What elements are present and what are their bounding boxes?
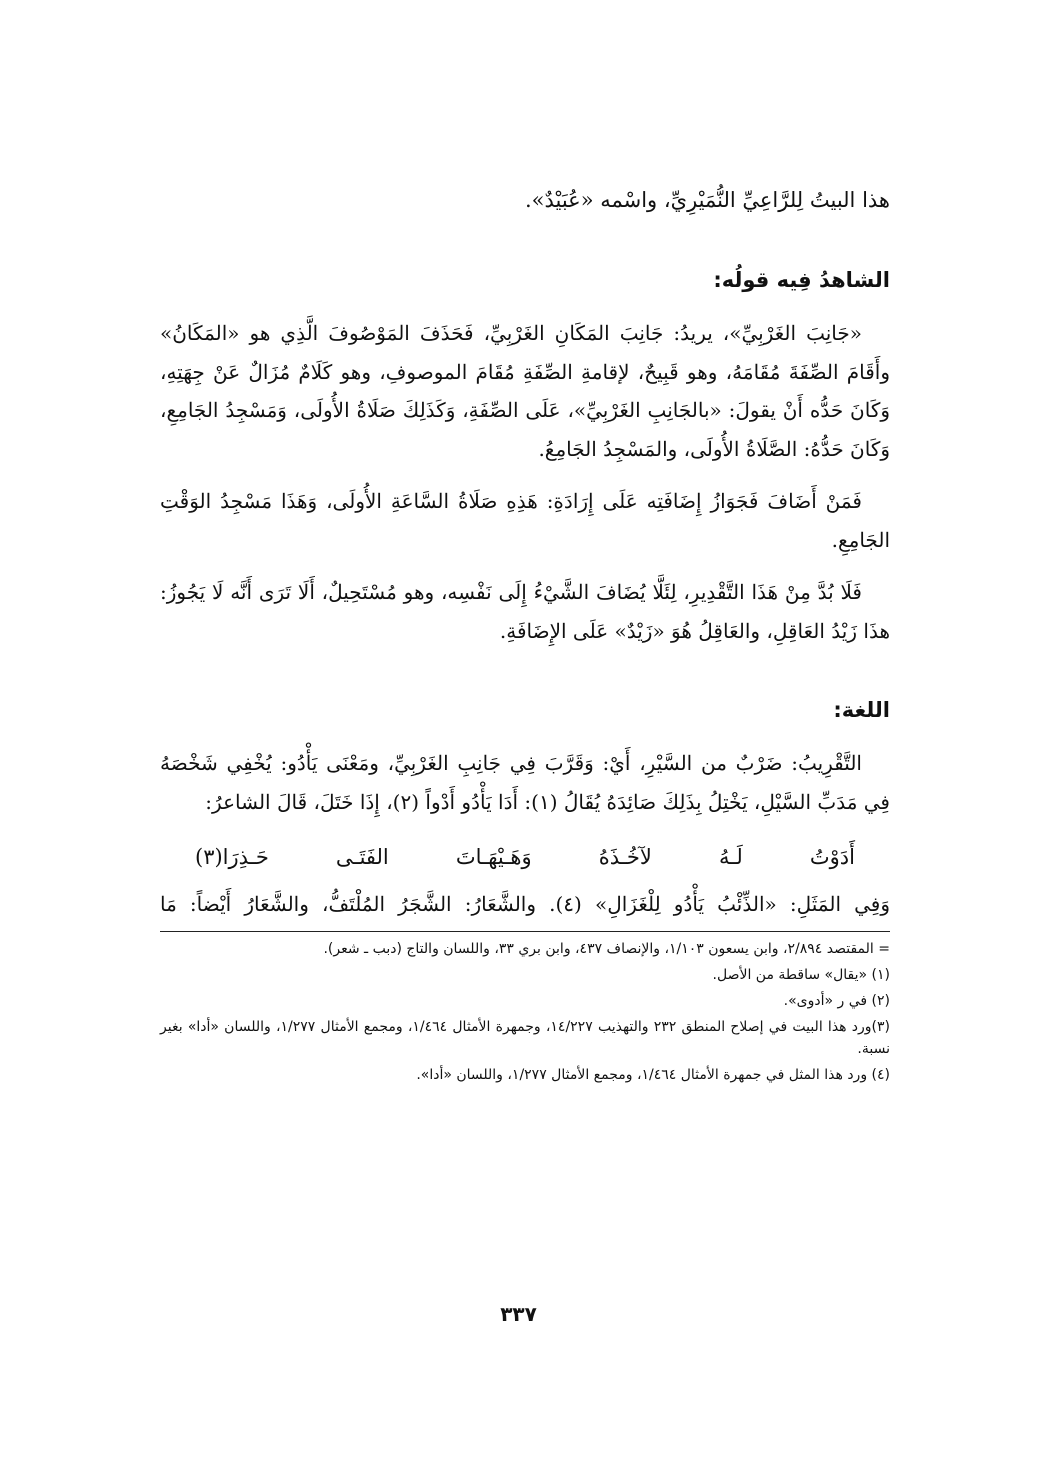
paragraph-4: التَّقْرِيبُ: ضَرْبٌ من السَّيْرِ، أَيْ: وَقَرَّبَ فِي جَانِبِ الغَرْبِيِّ، ومَعْنَى يَأْدُو: يُخْفِي شَخْصَهُ فِي مَدَبِّ السَّيْلِ، يَخْتِلُ بِذَلِكَ صَائِدَهُ يُقَالُ (١): أَدَا يَأْدُو أَدْواً (٢)، إِذَا خَتَلَ، قَالَ الشاعرُ: — [160, 751, 890, 814]
heading-shahid: الشاهدُ فِيه قولُه: — [713, 268, 890, 292]
footnote-1: (١) «يقال» ساقطة من الأصل. — [712, 967, 890, 983]
page-number: ٣٣٧ — [500, 1302, 537, 1326]
verse-word: لآخُـذَهُ — [598, 845, 652, 869]
intro-line: هذا البيتُ لِلرَّاعِيِّ النُّمَيْرِيِّ، واسْمه «عُبَيْدٌ». — [524, 188, 890, 212]
footnote-divider — [160, 931, 890, 932]
footnotes — [160, 938, 890, 1086]
verse-word: حَـذِرَا(٣) — [195, 845, 269, 869]
paragraph-1: «جَانِبَ الغَرْبِيِّ»، يريدُ: جَانِبَ المَكَانِ الغَرْبِيِّ، فَحَذَفَ المَوْصُوفَ الَّذِي هو «المَكَانُ» وأَقَامَ الصِّفَةَ مُقَامَهُ، وهو قَبِيحٌ، لإقامةِ الصِّفَةِ مُقَامَ الموصوفِ، وهو كَلَامٌ مُزَالٌ عَنْ جِهَتِهِ، وَكَانَ حَدُّه أَنْ يقولَ: «بالجَانِبِ الغَرْبِيِّ»، عَلَى الصِّفَةِ، وَكَذَلِكَ صَلَاةُ الأُولَى، وَمَسْجِدُ الجَامِعِ، وَكَانَ حَدُّهُ: الصَّلَاةُ الأُولَى، والمَسْجِدُ الجَامِعُ. — [160, 321, 890, 461]
footnote-3: (٣)ورد هذا البيت في إصلاح المنطق ٢٣٢ والتهذيب ١٤/٢٢٧، وجمهرة الأمثال ١/٤٦٤، ومجمع الأمثال ١/٢٧٧، واللسان «أدا» بغير نسبة. — [160, 1019, 890, 1057]
verse-word: الفَتَـى — [335, 845, 389, 869]
footnote-4: (٤) ورد هذا المثل في جمهرة الأمثال ١/٤٦٤، ومجمع الأمثال ١/٢٧٧، واللسان «أدا». — [416, 1067, 890, 1083]
paragraph-5: وَفِي المَثَلِ: «الذِّئْبُ يَأْدُو لِلْغَزَالِ» (٤). والشَّعَارُ: الشَّجَرُ المُلْتَفُّ، والشَّعَارُ أَيْضاً: مَا — [160, 892, 891, 916]
footnote-continued: = المقتصد ٢/٨٩٤، وابن يسعون ١/١٠٣، والإنصاف ٤٣٧، وابن بري ٣٣، واللسان والتاج (دبب ـ شعر). — [323, 941, 890, 957]
poem-verse — [195, 835, 855, 879]
paragraph-2: فَمَنْ أَضَافَ فَجَوَازُ إِضَافَتِه عَلَى إِرَادَةِ: هَذِهِ صَلَاةُ السَّاعَةِ الأُولَى، وَهَذَا مَسْجِدُ الوَقْتِ الجَامِعِ. — [160, 489, 890, 552]
heading-lugha: اللغة: — [833, 698, 890, 722]
verse-word: لَـهُ — [718, 845, 743, 869]
footnote-2: (٢) في ر «أدوى». — [783, 993, 890, 1009]
verse-word: أَدَوْتُ — [809, 845, 855, 869]
verse-word: وَهَـيْهَـاتَ — [455, 845, 532, 869]
paragraph-3: فَلَا بُدَّ مِنْ هَذَا التَّقْدِيرِ، لِئَلَّا يُضَافَ الشَّيْءُ إِلَى نَفْسِه، وهو مُسْتَحِيلٌ، أَلَا تَرَى أَنَّه لَا يَجُوزُ: هذَا زَيْدُ العَاقِلِ، والعَاقِلُ هُوَ «زَيْدٌ» عَلَى الإِضَافَةِ. — [160, 580, 890, 643]
page-body — [160, 150, 890, 1090]
